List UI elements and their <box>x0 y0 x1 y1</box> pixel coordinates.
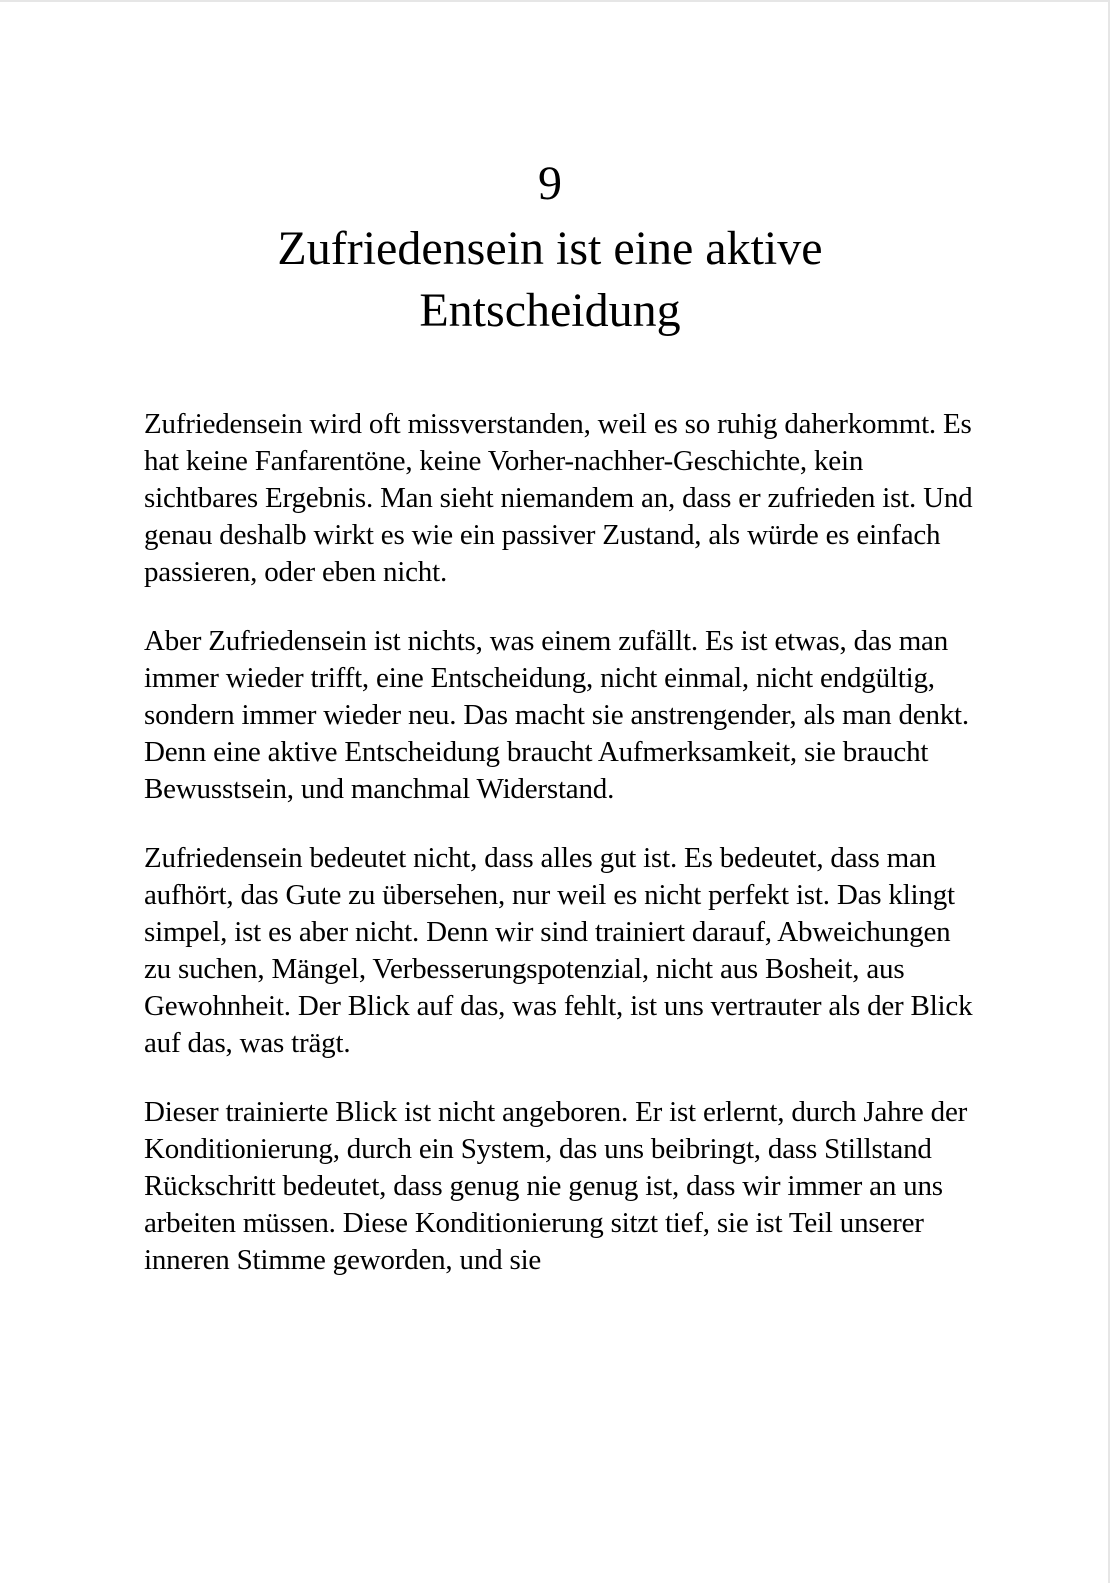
paragraph: Aber Zufriedensein ist nichts, was einem zufällt. Es ist etwas, das man immer wieder trifft, eine Entscheidung, nicht einmal, nicht endgültig, sondern immer wieder neu. Das macht sie anstrengender, als man denkt. Denn eine aktive Entscheidung braucht Aufmerksamkeit, sie braucht Bewusstsein, und manchmal Widerstand. <box>144 625 969 805</box>
paragraph: Zufriedensein wird oft missverstanden, weil es so ruhig daherkommt. Es hat keine Fanfarentöne, keine Vorher-nachher-Geschichte, kein sichtbares Ergebnis. Man sieht niemandem an, dass er zufrieden ist. Und genau deshalb wirkt es wie ein passiver Zustand, als würde es einfach passieren, oder eben nicht. <box>144 408 973 588</box>
chapter-title: Zufriedensein ist eine aktive Entscheidung <box>277 222 823 337</box>
paragraph: Dieser trainierte Blick ist nicht angeboren. Er ist erlernt, durch Jahre der Konditionierung, durch ein System, das uns beibringt, dass Stillstand Rückschritt bedeutet, dass genug nie genug ist, dass wir immer an uns arbeiten müssen. Diese Konditionierung sitzt tief, sie ist Teil unserer inneren Stimme geworden, und sie <box>144 1096 968 1276</box>
paragraph: Zufriedensein bedeutet nicht, dass alles gut ist. Es bedeutet, dass man aufhört, das Gute zu übersehen, nur weil es nicht perfekt ist. Das klingt simpel, ist es aber nicht. Denn wir sind trainiert darauf, Abweichungen zu suchen, Mängel, Verbesserungspotenzial, nicht aus Bosheit, aus Gewohnheit. Der Blick auf das, was fehlt, ist uns vertrauter als der Blick auf das, was trägt. <box>144 842 973 1059</box>
chapter-number: 9 <box>538 157 562 210</box>
chapter-body <box>144 406 976 1311</box>
